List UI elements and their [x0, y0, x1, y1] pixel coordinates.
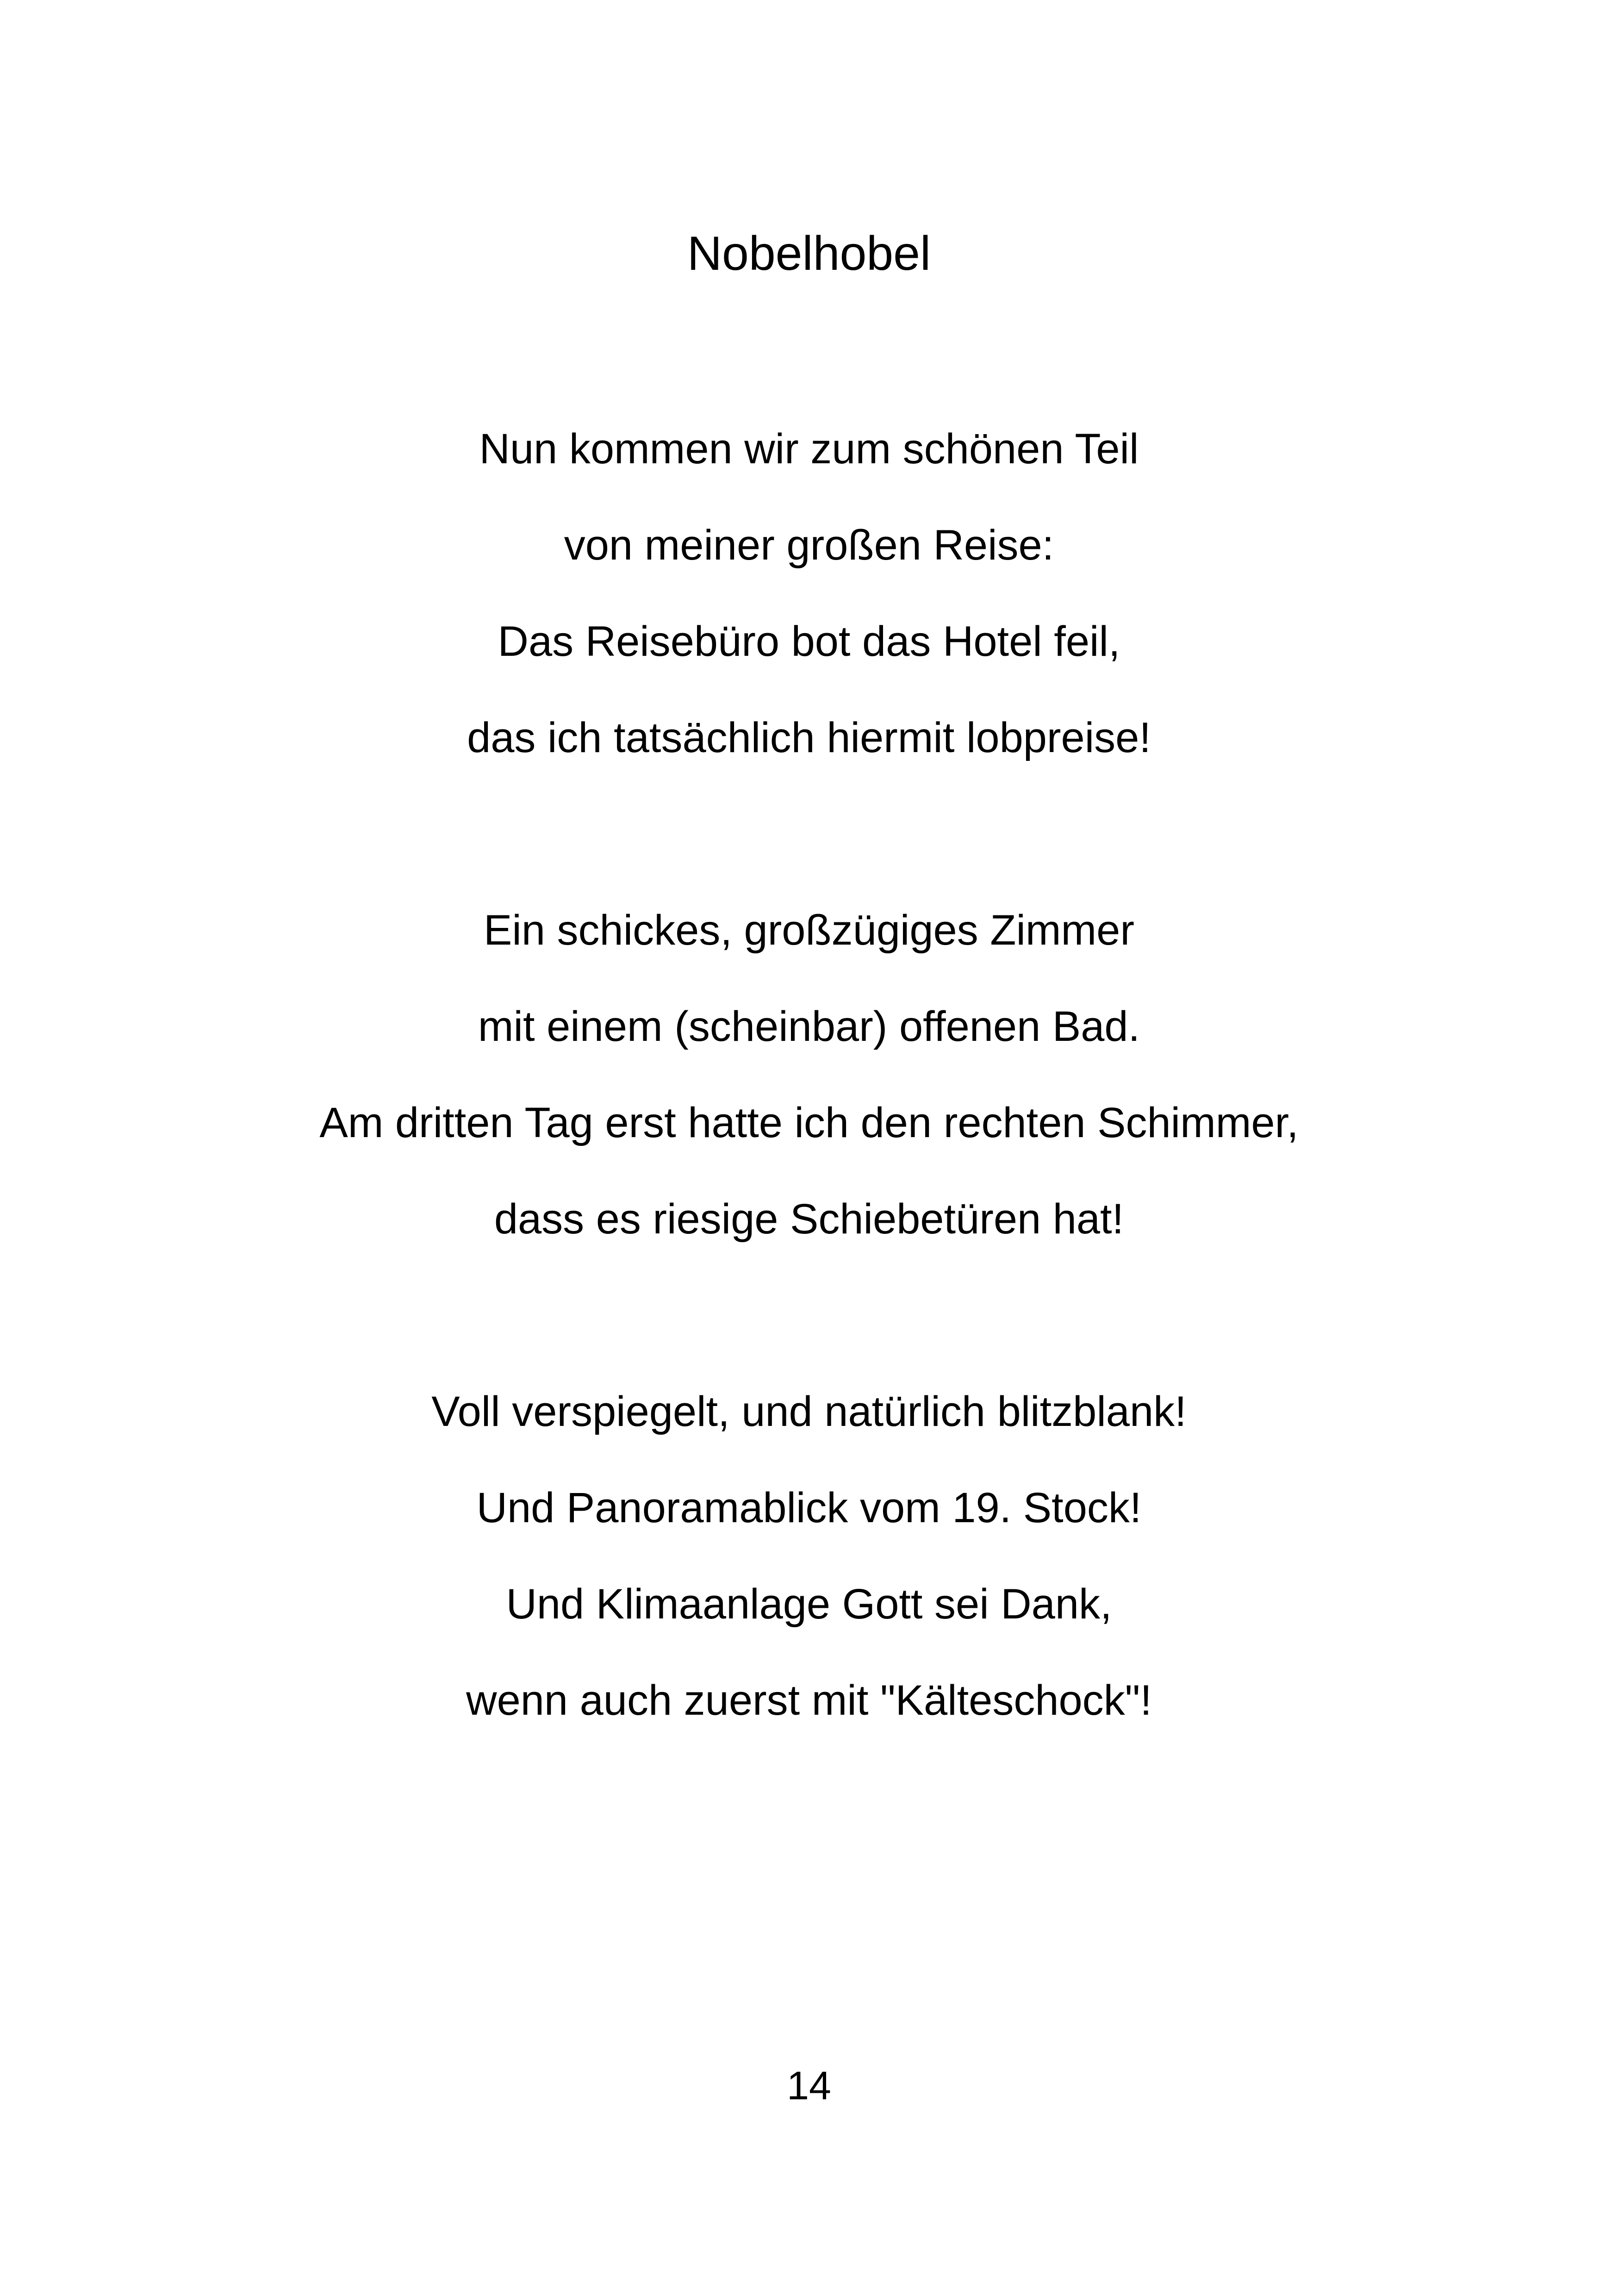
poem-line: Nun kommen wir zum schönen Teil	[479, 425, 1139, 473]
poem-line: Und Klimaanlage Gott sei Dank,	[506, 1580, 1112, 1628]
poem-line: dass es riesige Schiebetüren hat!	[494, 1195, 1124, 1243]
poem-line: Am dritten Tag erst hatte ich den rechten Schimmer,	[319, 1099, 1299, 1146]
poem-line: das ich tatsächlich hiermit lobpreise!	[467, 714, 1151, 761]
poem-line: wenn auch zuerst mit "Kälteschock"!	[466, 1677, 1152, 1724]
poem-line: von meiner großen Reise:	[564, 522, 1054, 569]
poem-title: Nobelhobel	[687, 227, 931, 280]
poem-line: mit einem (scheinbar) offenen Bad.	[478, 1003, 1140, 1050]
poem-line: Voll verspiegelt, und natürlich blitzblank!	[431, 1388, 1187, 1435]
poem-line: Das Reisebüro bot das Hotel feil,	[498, 618, 1120, 665]
poem-line: Und Panoramablick vom 19. Stock!	[476, 1484, 1142, 1531]
page-number: 14	[787, 2064, 831, 2108]
poem-line: Ein schickes, großzügiges Zimmer	[484, 907, 1134, 954]
